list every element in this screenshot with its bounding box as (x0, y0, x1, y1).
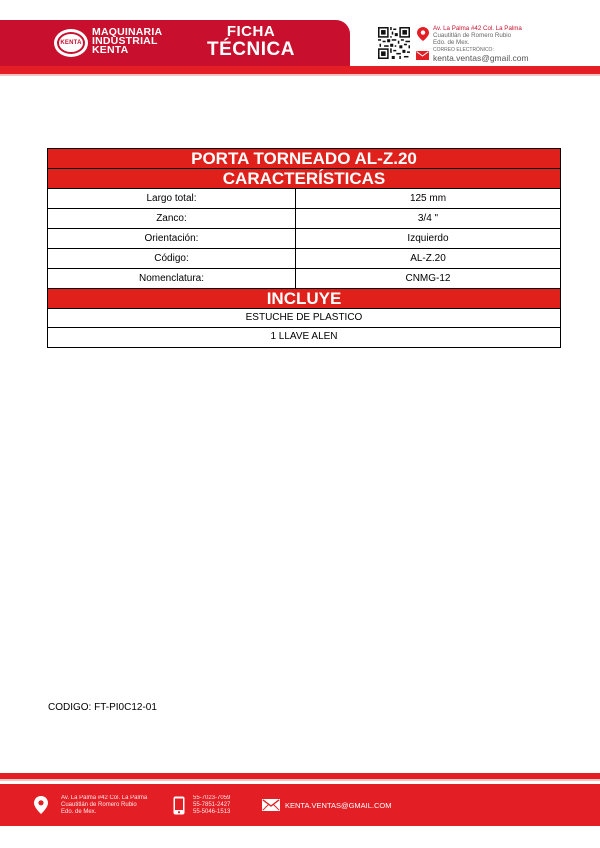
header-address-line-1: Av. La Palma #42 Col. La Palma (433, 25, 522, 32)
spec-value: 125 mm (409, 193, 447, 204)
email-label: CORREO ELECTRÓNICO: (433, 47, 494, 53)
qr-code-icon (378, 27, 410, 59)
footer-phones (193, 795, 230, 815)
include-item: ESTUCHE DE PLASTICO (48, 309, 560, 328)
company-logo (54, 29, 88, 57)
logo-text: KENTA (57, 32, 85, 54)
spec-label: Nomenclatura: (48, 269, 296, 288)
header-email[interactable]: kenta.ventas@gmail.com (433, 53, 529, 63)
document-type-title (196, 24, 306, 60)
spec-label: Zanco: (48, 209, 296, 228)
includes-header: INCLUYE (48, 289, 560, 309)
company-name-line-2: INDUSTRIAL (92, 35, 158, 47)
footer-email[interactable]: KENTA.VENTAS@GMAIL.COM (285, 801, 392, 810)
footer-pink-line (0, 779, 600, 781)
spec-value: CNMG-12 (405, 273, 451, 284)
table-row (48, 249, 560, 269)
header-address-line-3: Edo. de Mex. (433, 38, 470, 46)
product-title: PORTA TORNEADO AL-Z.20 (48, 149, 560, 169)
document-type-line-2: TÉCNICA (207, 39, 295, 60)
table-row (48, 269, 560, 289)
footer-phone-3[interactable]: 55-5046-1513 (193, 808, 231, 815)
company-name-line-3: KENTA (92, 44, 129, 56)
include-item: 1 LLAVE ALEN (270, 331, 338, 342)
table-row (48, 229, 560, 249)
company-name-line-1: MAQUINARIA (92, 26, 163, 38)
header-address-line-2: Cuautitlán de Romero Rubio (433, 31, 512, 39)
table-row (48, 209, 560, 229)
document-code: CODIGO: FT-PI0C12-01 (48, 702, 157, 713)
document-type-line-1: FICHA (226, 23, 276, 40)
spec-value: Izquierdo (407, 233, 449, 244)
location-pin-icon (417, 27, 429, 41)
spec-label: Código: (48, 249, 296, 268)
footer-mail-icon (262, 799, 280, 811)
header-pink-line (0, 74, 600, 76)
mail-icon (416, 51, 429, 60)
characteristics-header: CARACTERÍSTICAS (48, 169, 560, 189)
spec-label: Orientación: (48, 229, 296, 248)
footer-address-line-3: Edo. de Mex. (61, 808, 97, 815)
spec-label: Largo total: (48, 189, 296, 208)
footer-address-line-1: Av. La Palma #42 Col. La Palma (61, 795, 148, 801)
footer-phone-1[interactable]: 55-7023-7059 (193, 795, 231, 801)
spec-value: 3/4 " (417, 213, 439, 224)
spec-table (47, 148, 561, 348)
spec-value: AL-Z.20 (410, 253, 446, 264)
phone-icon (173, 796, 185, 815)
header-address (433, 26, 553, 46)
footer-phone-2[interactable]: 55-7851-2427 (193, 801, 231, 808)
footer-address (61, 795, 171, 815)
footer-location-pin-icon (34, 796, 48, 814)
footer-address-line-2: Cuautitlán de Romero Rubio (61, 801, 137, 808)
company-name (92, 28, 182, 55)
header-red-line (0, 66, 600, 74)
table-row (48, 189, 560, 209)
